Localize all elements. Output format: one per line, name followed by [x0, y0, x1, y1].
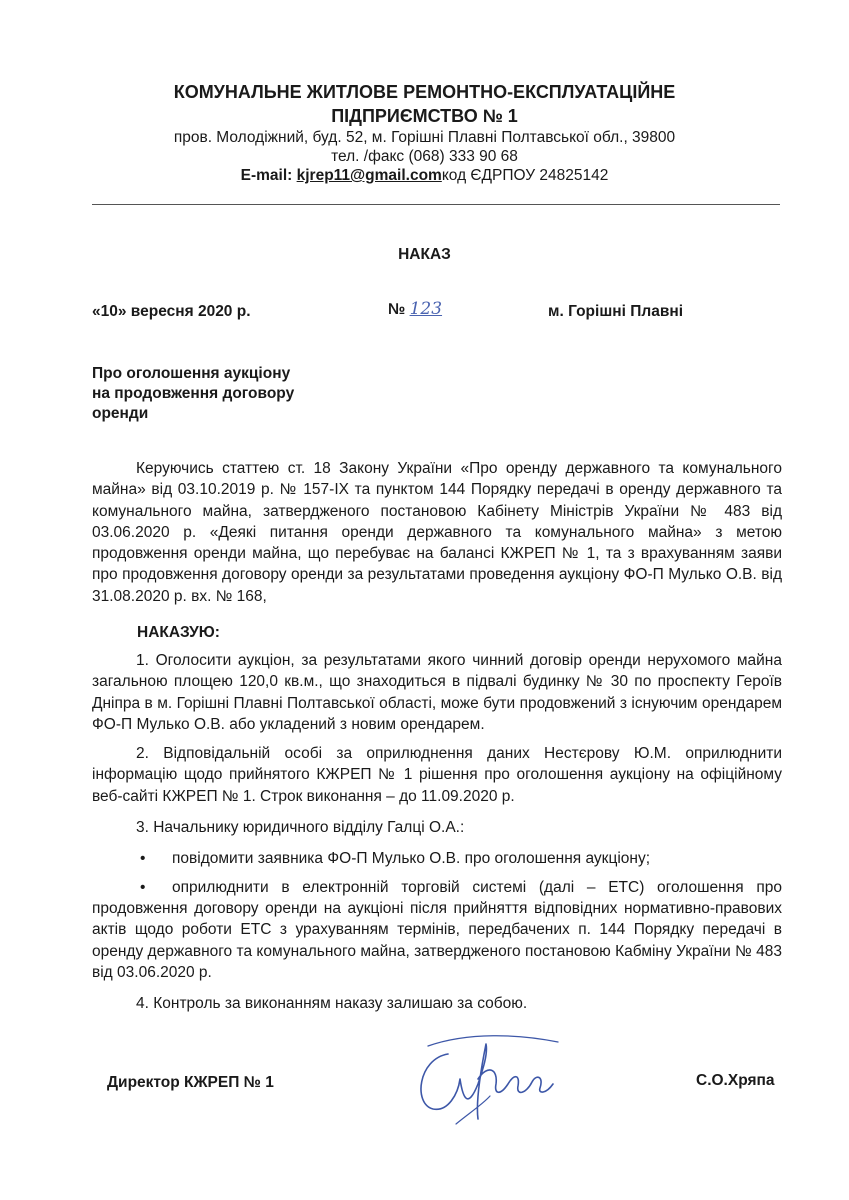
subject-line: Про оголошення аукціону: [92, 365, 291, 382]
phone: тел. /факс (068) 333 90 68: [331, 148, 518, 165]
document-subject: [92, 364, 352, 424]
subject-line: оренди: [92, 405, 149, 422]
signatory-name: С.О.Хряпа: [696, 1072, 775, 1089]
bullet-icon: •: [140, 850, 146, 868]
email-line: [0, 166, 849, 186]
order-item: 3. Начальнику юридичного відділу Галці О.А.:: [136, 819, 465, 837]
org-name-line1: КОМУНАЛЬНЕ ЖИТЛОВЕ РЕМОНТНО-ЕКСПЛУАТАЦІЙНЕ: [173, 82, 676, 102]
preamble: [92, 458, 782, 607]
order-items: [92, 650, 782, 1014]
number-label: №: [388, 301, 406, 318]
document-number: [388, 299, 442, 319]
order-word: НАКАЗУЮ:: [137, 624, 220, 641]
document-city: м. Горішні Плавні: [548, 303, 684, 320]
address: пров. Молодіжний, буд. 52, м. Горішні Плавні Полтавської обл., 39800: [173, 129, 676, 146]
bullet-item: [92, 877, 782, 983]
bullet-text: повідомити заявника ФО-П Мулько О.В. про оголошення аукціону;: [172, 850, 651, 868]
document-type: НАКАЗ: [398, 246, 451, 263]
handwritten-number: 123: [409, 299, 443, 319]
document-date: «10» вересня 2020 р.: [92, 303, 251, 320]
header-divider: [92, 204, 780, 205]
preamble-text: Керуючись статтею ст. 18 Закону України «Про оренду державного та комунального майна» від 03.10.2019 р. № 157-IX та пунктом 144 Порядку передачі в оренду державного та комунального майна, затвердженого постановою Кабінету Міністрів України № 483 від 03.06.2020 р. «Деякі питання оренди державного та комунального майна» з метою продовження оренди майна, що перебуває на балансі КЖРЕП № 1, та з врахуванням заяви про продовження договору оренди за результатами проведення аукціону ФО-П Мулько О.В. від 31.08.2020 р. вх. № 168,: [92, 460, 782, 605]
order-item: 1. Оголосити аукціон, за результатами якого чинний договір оренди нерухомого майна загальною площею 120,0 кв.м., що знаходиться в підвалі будинку № 30 по проспекту Героїв Дніпра в м. Горішні Плавні Полтавської області, може бути продовжений з існуючим орендарем ФО-П Мулько О.В. або укладений з новим орендарем.: [92, 652, 782, 733]
order-item: 2. Відповідальній особі за оприлюднення даних Нестєрову Ю.М. оприлюднити інформацію щодо прийнятого КЖРЕП № 1 рішення про оголошення аукціону на офіційному веб-сайті КЖРЕП № 1. Строк виконання – до 11.09.2020 р.: [92, 745, 782, 805]
bullet-icon: •: [140, 878, 146, 896]
email-link[interactable]: kjrep11@gmail.com: [296, 167, 442, 184]
handwritten-signature: [408, 1024, 568, 1134]
edrpou: код ЄДРПОУ 24825142: [441, 167, 609, 184]
email-label: E-mail:: [240, 167, 297, 184]
bullet-text: оприлюднити в електронній торговій системі (далі – ЕТС) оголошення про продовження договору оренди на аукціоні після прийняття відповідних нормативно-правових актів щодо роботи ЕТС з урахуванням термінів, передбачених п. 144 Порядку передачі в оренду державного та комунального майна, затвердженого постановою Кабміну України № 483 від 03.06.2020 р.: [92, 878, 782, 981]
organization-name: [0, 80, 849, 128]
order-item: 4. Контроль за виконанням наказу залишаю за собою.: [136, 995, 528, 1013]
signatory-role: Директор КЖРЕП № 1: [107, 1074, 274, 1091]
subject-line: на продовження договору: [92, 385, 295, 402]
bullet-item: [92, 848, 782, 869]
org-name-line2: ПІДПРИЄМСТВО № 1: [331, 106, 518, 126]
